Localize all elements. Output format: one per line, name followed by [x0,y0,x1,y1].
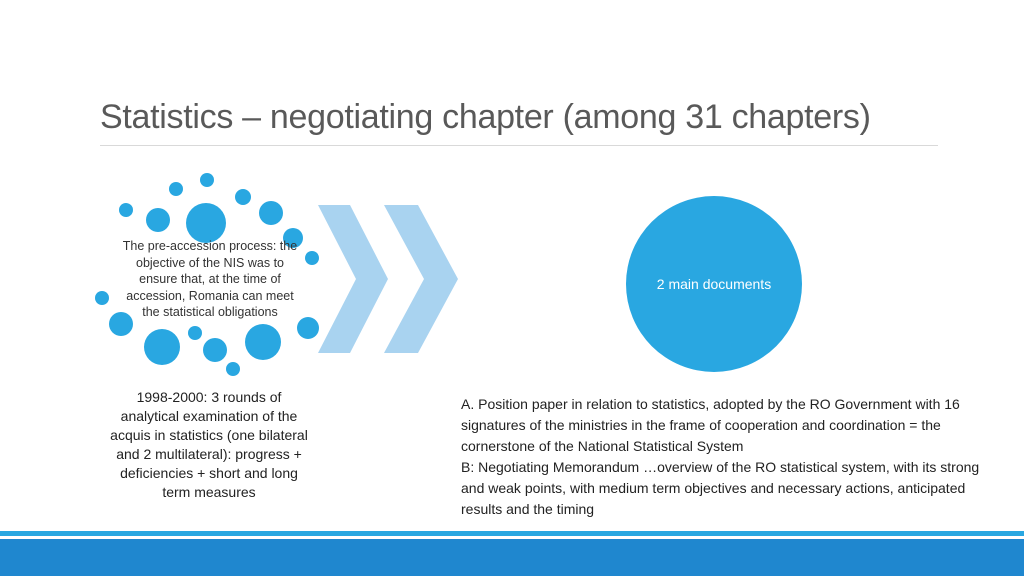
cycle-dot [169,182,183,196]
cycle-dot [245,324,281,360]
main-documents-circle [626,196,802,372]
document-b-text: B: Negotiating Memorandum …overview of the RO statistical system, with its strong and weak points, with medium term objectives and necessary actions, anticipated results and the timing [461,459,980,517]
cycle-dot [144,329,180,365]
chevron-arrows [318,205,463,353]
slide-title: Statistics – negotiating chapter (among 31 chapters) [100,98,871,136]
main-documents-label: 2 main documents [656,275,772,292]
footer-accent-line [0,531,1024,536]
cycle-dot [235,189,251,205]
cycle-dot [305,251,319,265]
documents-description [461,394,981,520]
document-a-text: A. Position paper in relation to statistics, adopted by the RO Government with 16 signatures of the ministries in the frame of cooperation and coordination = the cornerstone of the National Statistical System [461,396,960,454]
cycle-dot [188,326,202,340]
cycle-dot [186,203,226,243]
footer-bar [0,539,1024,576]
cycle-dot [203,338,227,362]
title-divider [100,145,938,146]
cycle-dot [226,362,240,376]
chevron-arrow-1 [318,205,388,353]
cycle-dot [95,291,109,305]
cycle-dot [200,173,214,187]
chevron-arrow-2 [384,205,458,353]
cycle-dot [297,317,319,339]
cycle-dot [146,208,170,232]
examination-rounds-text: 1998-2000: 3 rounds of analytical examination of the acquis in statistics (one bilateral and 2 multilateral): progress + deficiencies + short and long term measures [110,389,308,500]
cycle-dot [259,201,283,225]
cycle-dot [119,203,133,217]
cycle-description: The pre-accession process: the objective of the NIS was to ensure that, at the time of accession, Romania can meet the statistical obligations [122,239,298,319]
